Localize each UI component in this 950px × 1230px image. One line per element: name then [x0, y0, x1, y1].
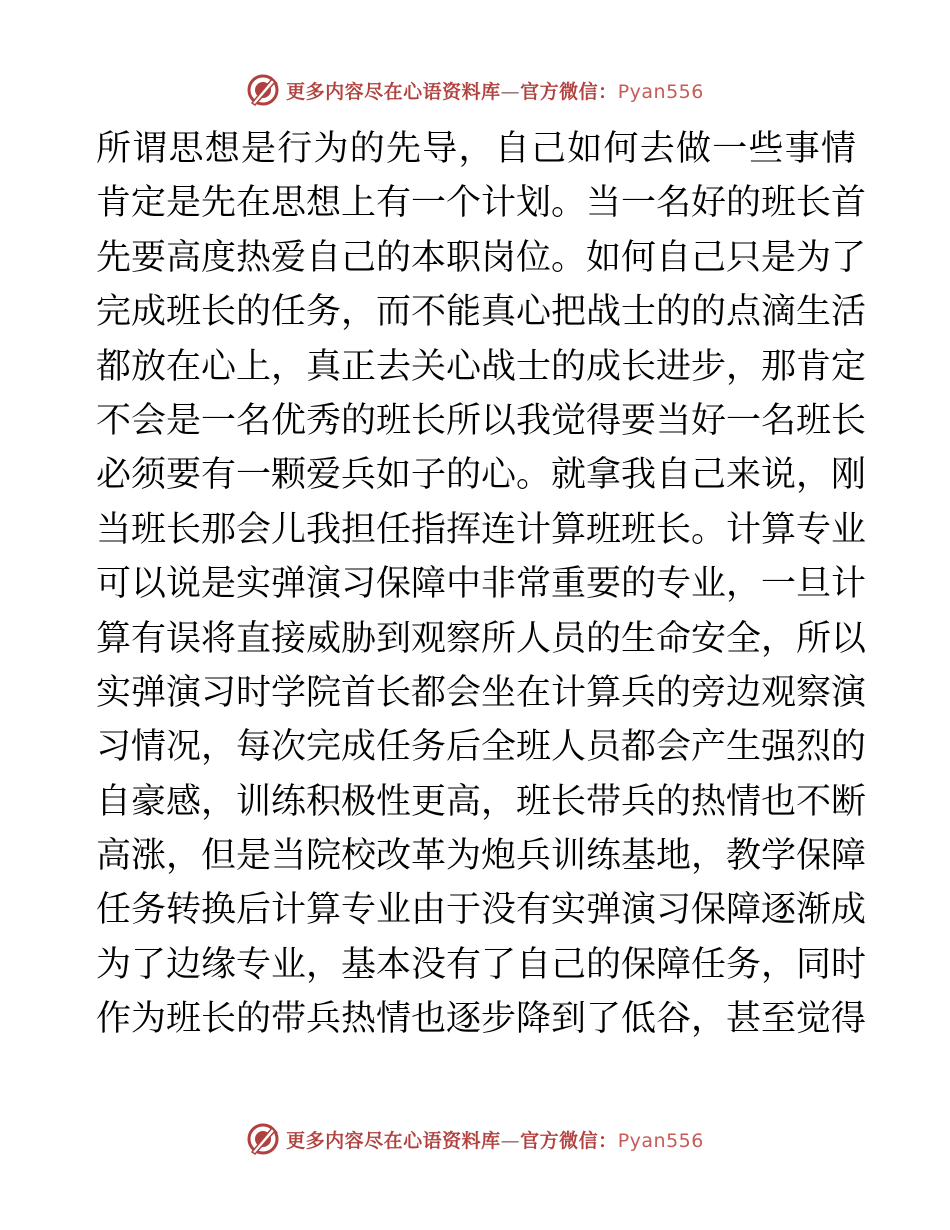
banner-wechat-label: 官方微信： — [520, 80, 618, 103]
banner-wechat-label: 官方微信： — [520, 1129, 618, 1152]
body-line: 必须要有一颗爱兵如子的心。就拿我自己来说，刚 — [96, 455, 867, 496]
body-line: 为了边缘专业，基本没有了自己的保障任务，同时 — [96, 944, 867, 985]
body-line: 作为班长的带兵热情也逐步降到了低谷，甚至觉得 — [96, 999, 867, 1040]
body-line: 不会是一名优秀的班长所以我觉得要当好一名班长 — [96, 400, 867, 441]
body-line: 当班长那会儿我担任指挥连计算班班长。计算专业 — [96, 509, 867, 550]
body-line: 完成班长的任务，而不能真心把战士的的点滴生活 — [96, 292, 867, 333]
banner-text — [286, 77, 704, 104]
body-line: 算有误将直接威胁到观察所人员的生命安全，所以 — [96, 618, 867, 659]
banner-text — [286, 1126, 704, 1153]
body-line: 习情况，每次完成任务后全班人员都会产生强烈的 — [96, 727, 867, 768]
document-body — [96, 122, 867, 1047]
feather-pen-logo-icon — [246, 1122, 280, 1156]
body-line: 都放在心上，真正去关心战士的成长进步，那肯定 — [96, 346, 867, 387]
banner-wechat-id: Pyan556 — [617, 1129, 704, 1152]
body-line: 肯定是先在思想上有一个计划。当一名好的班长首 — [96, 183, 867, 224]
body-line: 任务转换后计算专业由于没有实弹演习保障逐渐成 — [96, 890, 867, 931]
banner-slogan: 更多内容尽在心语资料库 — [286, 80, 501, 103]
feather-pen-logo-icon — [246, 73, 280, 107]
body-line: 先要高度热爱自己的本职岗位。如何自己只是为了 — [96, 237, 867, 278]
header-banner — [0, 70, 950, 110]
banner-separator: — — [500, 80, 521, 103]
footer-banner — [0, 1119, 950, 1159]
body-line: 所谓思想是行为的先导，自己如何去做一些事情 — [96, 129, 856, 169]
body-line: 可以说是实弹演习保障中非常重要的专业，一旦计 — [96, 564, 867, 605]
body-line: 高涨，但是当院校改革为炮兵训练基地，教学保障 — [96, 836, 867, 877]
banner-separator: — — [500, 1129, 521, 1152]
banner-slogan: 更多内容尽在心语资料库 — [286, 1129, 501, 1152]
body-line: 实弹演习时学院首长都会坐在计算兵的旁边观察演 — [96, 672, 867, 713]
body-line: 自豪感，训练积极性更高，班长带兵的热情也不断 — [96, 781, 867, 822]
banner-wechat-id: Pyan556 — [617, 80, 704, 103]
